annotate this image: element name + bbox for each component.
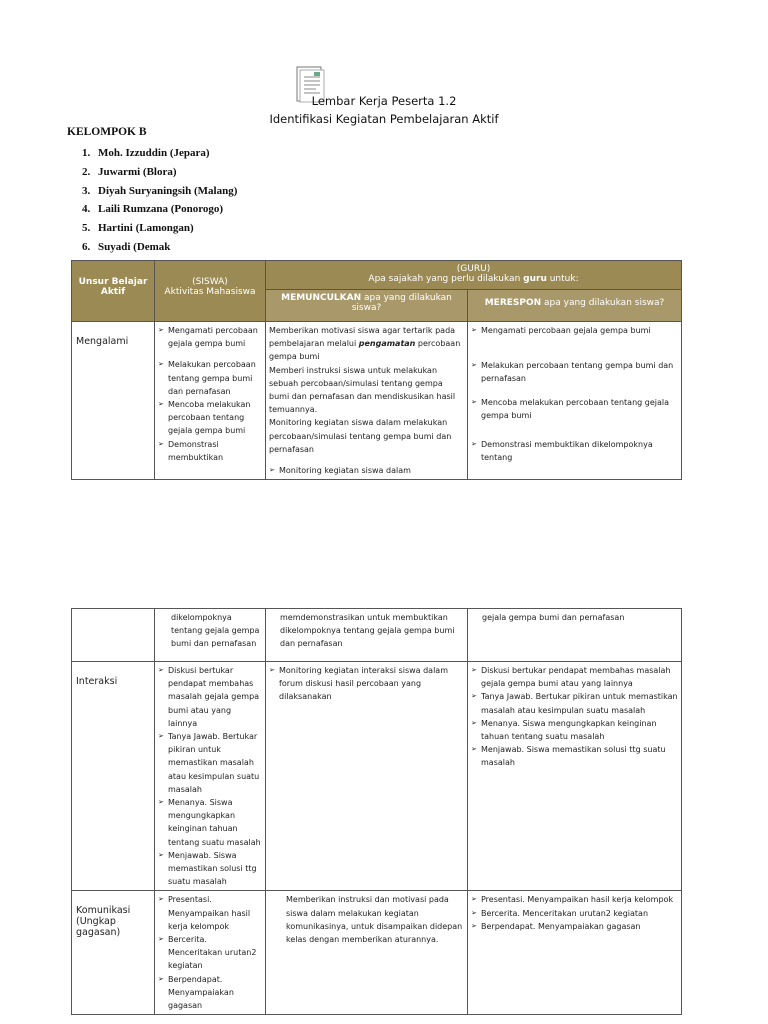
header-unsur: Unsur Belajar Aktif <box>72 261 155 322</box>
activity-table-top <box>71 260 682 480</box>
activity-table-bottom <box>71 608 682 1015</box>
interaksi-memunculkan: ➢ Monitoring kegiatan interaksi siswa dalam forum diskusi hasil percobaan yang dilaksanakan <box>266 662 468 891</box>
member-item: 3. Diyah Suryaningsih (Malang) <box>82 184 238 197</box>
komunikasi-merespon: ➢ Presentasi. Menyampaikan hasil kerja kelompok ➢ Bercerita. Menceritakan urutan2 kegiatan ➢ Berpendapat. Menyampaiakan gagasan <box>468 891 682 1015</box>
header-guru: (GURU) Apa sajakah yang perlu dilakukan guru untuk: <box>266 261 682 290</box>
group-name: KELOMPOK B <box>67 126 147 138</box>
header-merespon: MERESPON apa yang dilakukan siswa? <box>468 290 682 322</box>
member-item: 4. Laili Rumzana (Ponorogo) <box>82 203 224 216</box>
member-item: 6. Suyadi (Demak <box>82 240 171 253</box>
continuation-merespon: gejala gempa bumi dan pernafasan <box>468 609 682 662</box>
continuation-siswa: dikelompoknya tentang gejala gempa bumi dan pernafasan <box>155 609 266 662</box>
page-title: Lembar Kerja Peserta 1.2 <box>311 94 457 108</box>
mengalami-memunculkan: Memberikan motivasi siswa agar tertarik pada pembelajaran melalui pengamatan percobaan gempa bumi Memberi instruksi siswa untuk melakukan sebuah percobaan/simulasi tentang gempa bumi dan pernafasan dan mendiskusikan hasil temuannya. Monitoring kegiatan siswa dalam melakukan percobaan/simulasi tentang gempa bumi dan pernafasan ➢ Monitoring kegiatan siswa dalam <box>266 322 468 480</box>
continuation-label <box>72 609 155 662</box>
page-subtitle: Identifikasi Kegiatan Pembelajaran Aktif <box>269 112 499 126</box>
header-siswa: (SISWA) Aktivitas Mahasiswa <box>155 261 266 322</box>
mengalami-merespon: ➢ Mengamati percobaan gejala gempa bumi ➢ Melakukan percobaan tentang gempa bumi dan pernafasan ➢ Mencoba melakukan percobaan tentang gejala gempa bumi ➢ Demonstrasi membuktikan dikelompoknya tentang <box>468 322 682 480</box>
row-label-komunikasi: Komunikasi (Ungkap gagasan) <box>72 891 155 1015</box>
member-item: 5. Hartini (Lamongan) <box>82 222 194 235</box>
mengalami-siswa: ➢ Mengamati percobaan gejala gempa bumi ➢ Melakukan percobaan tentang gempa bumi dan pernafasan ➢ Mencoba melakukan percobaan tentang gejala gempa bumi ➢ Demonstrasi membuktikan <box>155 322 266 480</box>
header-memunculkan: MEMUNCULKAN apa yang dilakukan siswa? <box>266 290 468 322</box>
member-item: 1. Moh. Izzuddin (Jepara) <box>82 147 210 159</box>
row-label-mengalami: Mengalami <box>72 322 155 480</box>
member-list <box>82 144 237 257</box>
komunikasi-siswa: ➢ Presentasi. Menyampaikan hasil kerja kelompok ➢ Bercerita. Menceritakan urutan2 kegiatan ➢ Berpendapat. Menyampaiakan gagasan <box>155 891 266 1015</box>
continuation-memunculkan: memdemonstrasikan untuk membuktikan dikelompoknya tentang gejala gempa bumi dan pernafasan <box>266 609 468 662</box>
member-item: 2. Juwarmi (Blora) <box>82 165 177 178</box>
komunikasi-memunculkan: Memberikan instruksi dan motivasi pada siswa dalam melakukan kegiatan komunikasinya, untuk disampaikan didepan kelas dengan memberikan aturannya. <box>266 891 468 1015</box>
interaksi-merespon: ➢ Diskusi bertukar pendapat membahas masalah gejala gempa bumi atau yang lainnya ➢ Tanya Jawab. Bertukar pikiran untuk memastikan masalah atau kesimpulan suatu masalah ➢ Menanya. Siswa mengungkapkan keinginan tahuan tentang suatu masalah ➢ Menjawab. Siswa memastikan solusi ttg suatu masalah <box>468 662 682 891</box>
row-label-interaksi: Interaksi <box>72 662 155 891</box>
interaksi-siswa: ➢ Diskusi bertukar pendapat membahas masalah gejala gempa bumi atau yang lainnya ➢ Tanya Jawab. Bertukar pikiran untuk memastikan masalah atau kesimpulan suatu masalah ➢ Menanya. Siswa mengungkapkan keinginan tahuan tentang suatu masalah ➢ Menjawab. Siswa memastikan solusi ttg suatu masalah <box>155 662 266 891</box>
